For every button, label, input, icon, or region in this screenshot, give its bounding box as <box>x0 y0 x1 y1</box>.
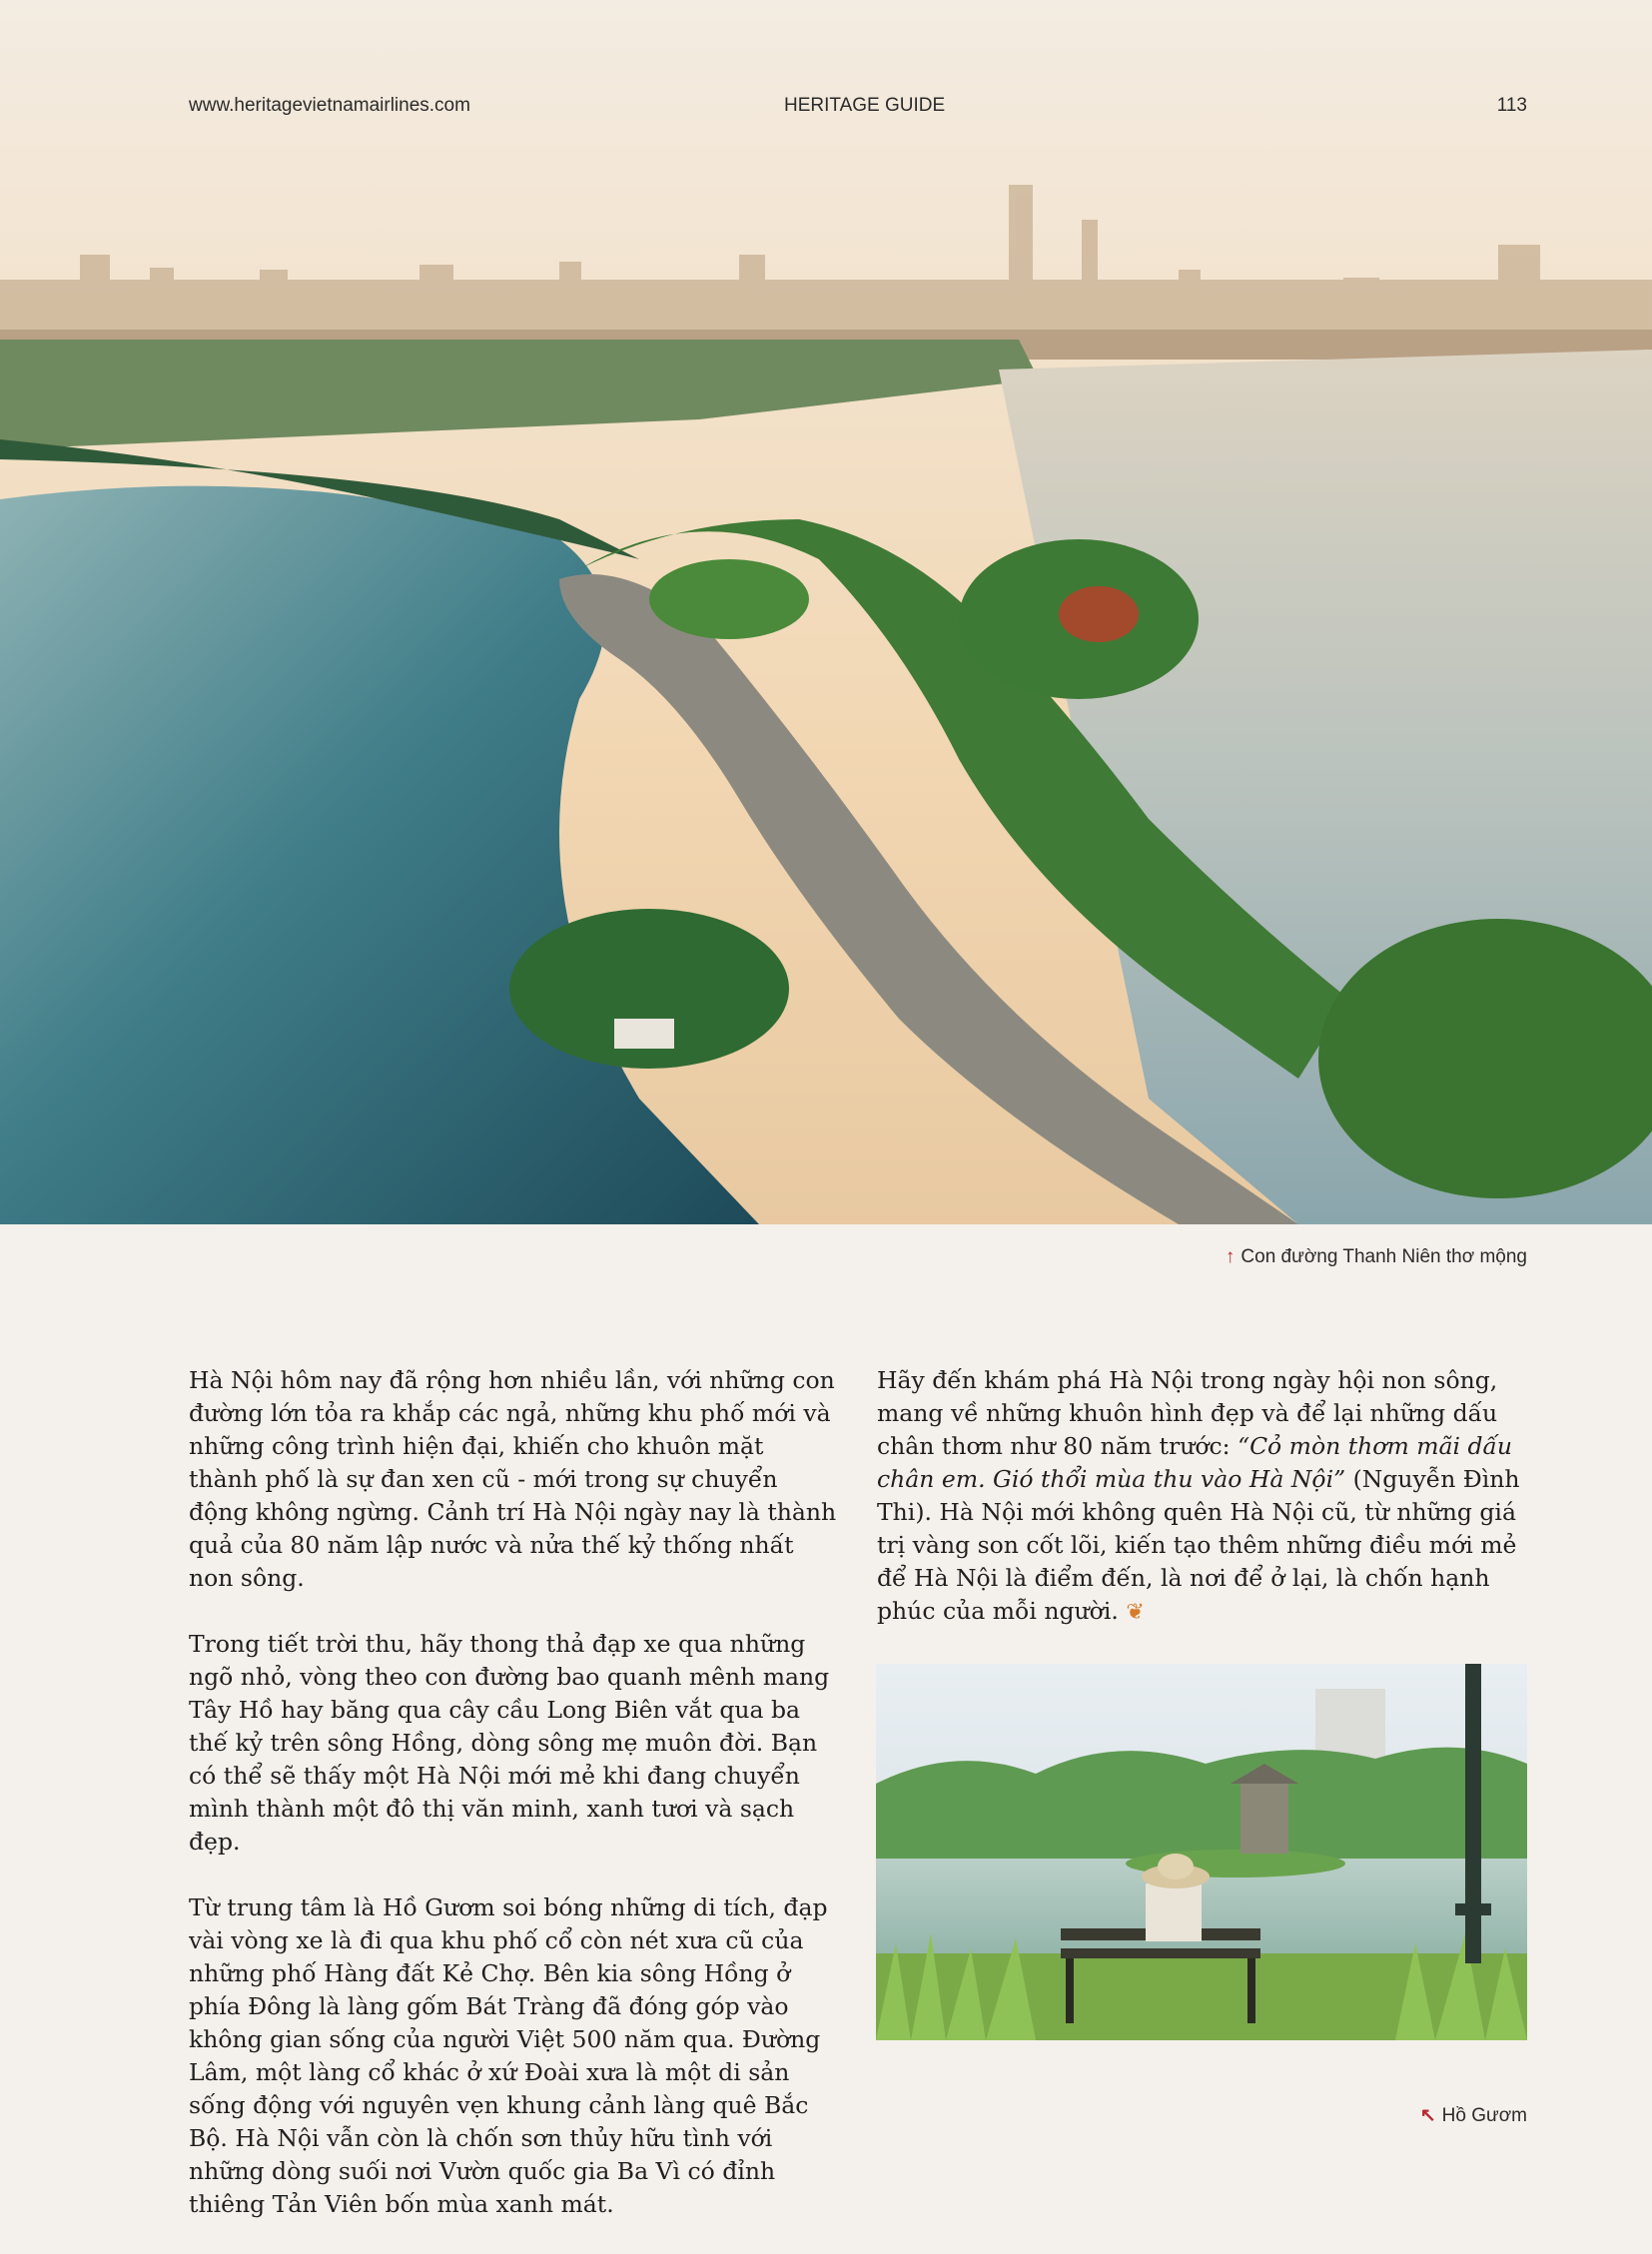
closing-paragraph <box>877 1364 1526 1629</box>
inset-caption <box>1420 2104 1527 2127</box>
paragraph: Từ trung tâm là Hồ Gươm soi bóng những di tích, đạp vài vòng xe là đi qua khu phố cổ còn nét xưa cũ của những phố Hàng đất Kẻ Chợ. Bên kia sông Hồng ở phía Đông là làng gốm Bát Tràng đã đóng góp vào không gian sống của người Việt 500 năm qua. Đường Lâm, một làng cổ khác ở xứ Đoài xưa là một di sản sống động với nguyên vẹn khung cảnh làng quê Bắc Bộ. Hà Nội vẫn còn là chốn sơn thủy hữu tình với những dòng suối nơi Vườn quốc gia Ba Vì có đỉnh thiêng Tản Viên bốn mùa xanh mát. <box>189 1893 828 2218</box>
arrow-up-icon: ↑ <box>1225 1246 1236 1267</box>
closing-text-start: Hãy đến khám phá Hà Nội trong ngày hội non sông, mang về những khuôn hình đẹp và để lại những dấu chân thơm như 80 năm trước: <box>877 1366 1498 1460</box>
page-header <box>189 95 1527 123</box>
site-url[interactable]: www.heritagevietnamairlines.com <box>189 95 470 116</box>
inset-photo-ho-guom <box>876 1664 1527 2040</box>
poem-quote: “Cỏ mòn thơm mãi dấu chân em. Gió thổi mùa thu vào Hà Nội” <box>877 1432 1513 1493</box>
paragraph: Trong tiết trời thu, hãy thong thả đạp xe qua những ngõ nhỏ, vòng theo con đường bao quanh mênh mang Tây Hồ hay băng qua cây cầu Long Biên vắt qua ba thế kỷ trên sông Hồng, dòng sông mẹ muôn đời. Bạn có thể sẽ thấy một Hà Nội mới mẻ khi đang chuyển mình thành một đô thị văn minh, xanh tươi và sạch đẹp. <box>189 1630 830 1856</box>
arrow-up-left-icon: ↖ <box>1419 2105 1436 2126</box>
section-title: HERITAGE GUIDE <box>784 95 946 116</box>
leaf-icon: ❦ <box>1126 1600 1145 1625</box>
hero-caption <box>1226 1246 1527 1268</box>
paragraph: Hà Nội hôm nay đã rộng hơn nhiều lần, với những con đường lớn tỏa ra khắp các ngả, những khu phố mới và những công trình hiện đại, khiến cho khuôn mặt thành phố là sự đan xen cũ - mới trong sự chuyển động không ngừng. Cảnh trí Hà Nội ngày nay là thành quả của 80 năm lập nước và nửa thế kỷ thống nhất non sông. <box>189 1366 837 1592</box>
closing-text-end: (Nguyễn Đình Thi). Hà Nội mới không quên Hà Nội cũ, từ những giá trị vàng son cốt lõi, kiến tạo thêm những điều mới mẻ để Hà Nội là điểm đến, là nơi để ở lại, là chốn hạnh phúc của mỗi người. <box>877 1465 1520 1625</box>
inset-caption-text: Hồ Gươm <box>1441 2105 1527 2126</box>
article-column-right <box>877 1364 1526 1662</box>
page-number: 113 <box>1496 95 1527 116</box>
article-column-left <box>189 1364 838 2254</box>
hero-caption-text: Con đường Thanh Niên thơ mộng <box>1240 1246 1527 1267</box>
